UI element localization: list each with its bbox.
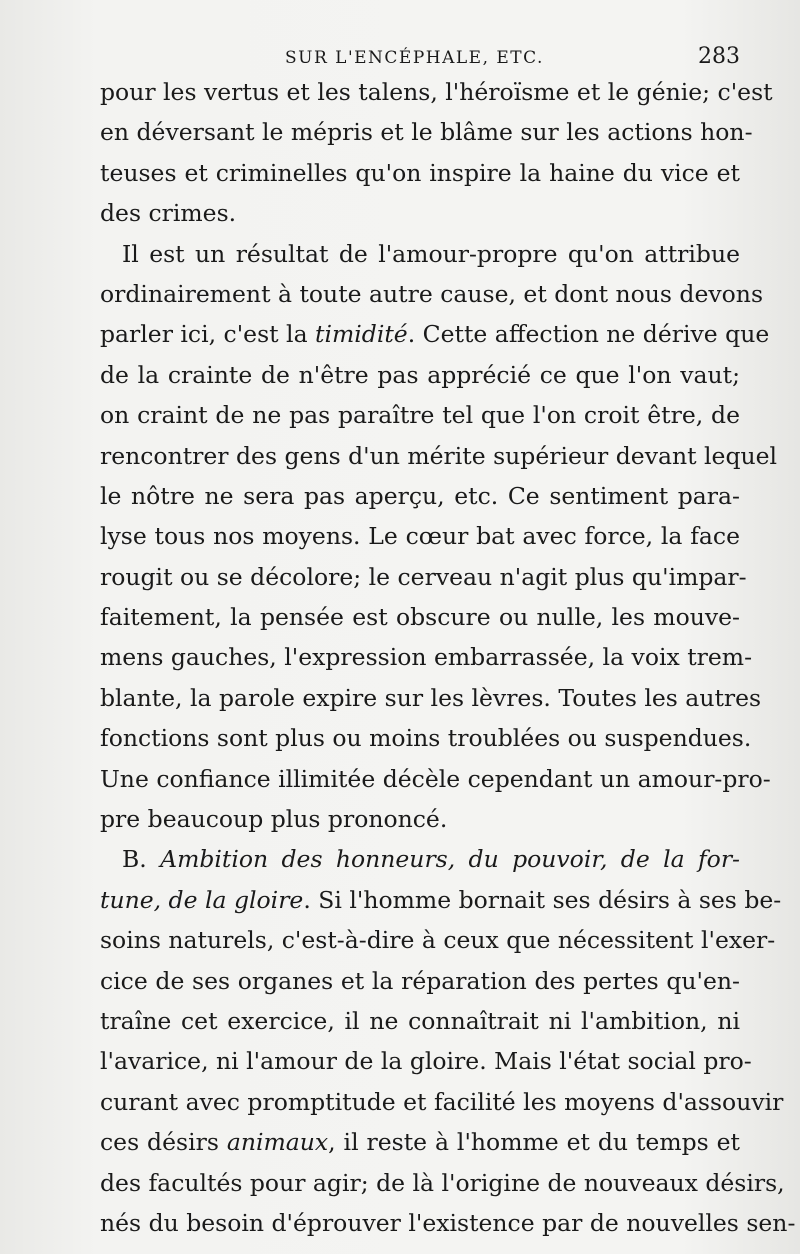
text-line: curant avec promptitude et facilité les moyens d'assouvir	[100, 1087, 784, 1116]
text-line: faitement, la pensée est obscure ou nulle, les mouve-	[100, 603, 740, 632]
italic-term: timidité	[315, 320, 408, 349]
text-line: pour les vertus et les talens, l'héroïsme et le génie; c'est	[100, 78, 773, 106]
body-text	[100, 72, 796, 1243]
text-segment: . Si l'homme bornait ses désirs à ses be-	[303, 885, 782, 914]
text-segment: parler ici, c'est la	[100, 320, 316, 349]
text-line: Il est un résultat de l'amour-propre qu'on attribue	[122, 239, 740, 268]
text-line	[100, 1122, 740, 1162]
text-line: le nôtre ne sera pas aperçu, etc. Ce sentiment para-	[100, 481, 740, 510]
text-line: fonctions sont plus ou moins troublées ou suspendues.	[100, 724, 752, 753]
text-line: en déversant le mépris et le blâme sur les actions hon-	[100, 118, 753, 147]
text-line: Une confiance illimitée décèle cependant un amour-pro-	[100, 764, 771, 793]
text-segment: , il reste à l'homme et du temps et	[328, 1128, 740, 1157]
text-line: de la crainte de n'être pas apprécié ce que l'on vaut;	[100, 360, 740, 389]
text-segment: . Cette affection ne dérive que	[407, 320, 770, 349]
text-line: cice de ses organes et la réparation des pertes qu'en-	[100, 966, 740, 995]
text-line: nés du besoin d'éprouver l'existence par de nouvelles sen-	[100, 1208, 796, 1237]
text-line: des facultés pour agir; de là l'origine de nouveaux désirs,	[100, 1168, 785, 1197]
text-line: l'avarice, ni l'amour de la gloire. Mais l'état social pro-	[100, 1047, 752, 1076]
text-line	[100, 314, 770, 354]
text-segment: B.	[122, 845, 161, 874]
text-line: mens gauches, l'expression embarrassée, la voix trem-	[100, 643, 753, 672]
text-line: teuses et criminelles qu'on inspire la haine du vice et	[100, 158, 740, 187]
text-line: ordinairement à toute autre cause, et dont nous devons	[100, 279, 764, 308]
text-line: rencontrer des gens d'un mérite supérieur devant lequel	[100, 441, 778, 470]
text-line: rougit ou se décolore; le cerveau n'agit plus qu'impar-	[100, 562, 747, 591]
text-segment: ces désirs	[100, 1128, 227, 1157]
italic-heading: tune, de la gloire	[100, 885, 304, 914]
italic-term: animaux	[226, 1128, 329, 1157]
text-line: traîne cet exercice, il ne connaîtrait ni l'ambition, ni	[100, 1006, 740, 1035]
running-head: SUR L'ENCÉPHALE, ETC.	[285, 48, 544, 68]
page-header	[100, 44, 740, 74]
text-line: pre beaucoup plus prononcé.	[100, 805, 448, 834]
text-line: on craint de ne pas paraître tel que l'on croit être, de	[100, 401, 740, 430]
page-number: 283	[698, 44, 740, 69]
text-line: lyse tous nos moyens. Le cœur bat avec force, la face	[100, 522, 740, 551]
text-line	[100, 839, 740, 879]
text-line: des crimes.	[100, 199, 237, 228]
text-line: blante, la parole expire sur les lèvres. Toutes les autres	[100, 683, 762, 712]
text-line: soins naturels, c'est-à-dire à ceux que nécessitent l'exer-	[100, 926, 776, 955]
text-line	[100, 880, 782, 920]
italic-heading: Ambition des honneurs, du pouvoir, de la for-	[160, 845, 740, 874]
